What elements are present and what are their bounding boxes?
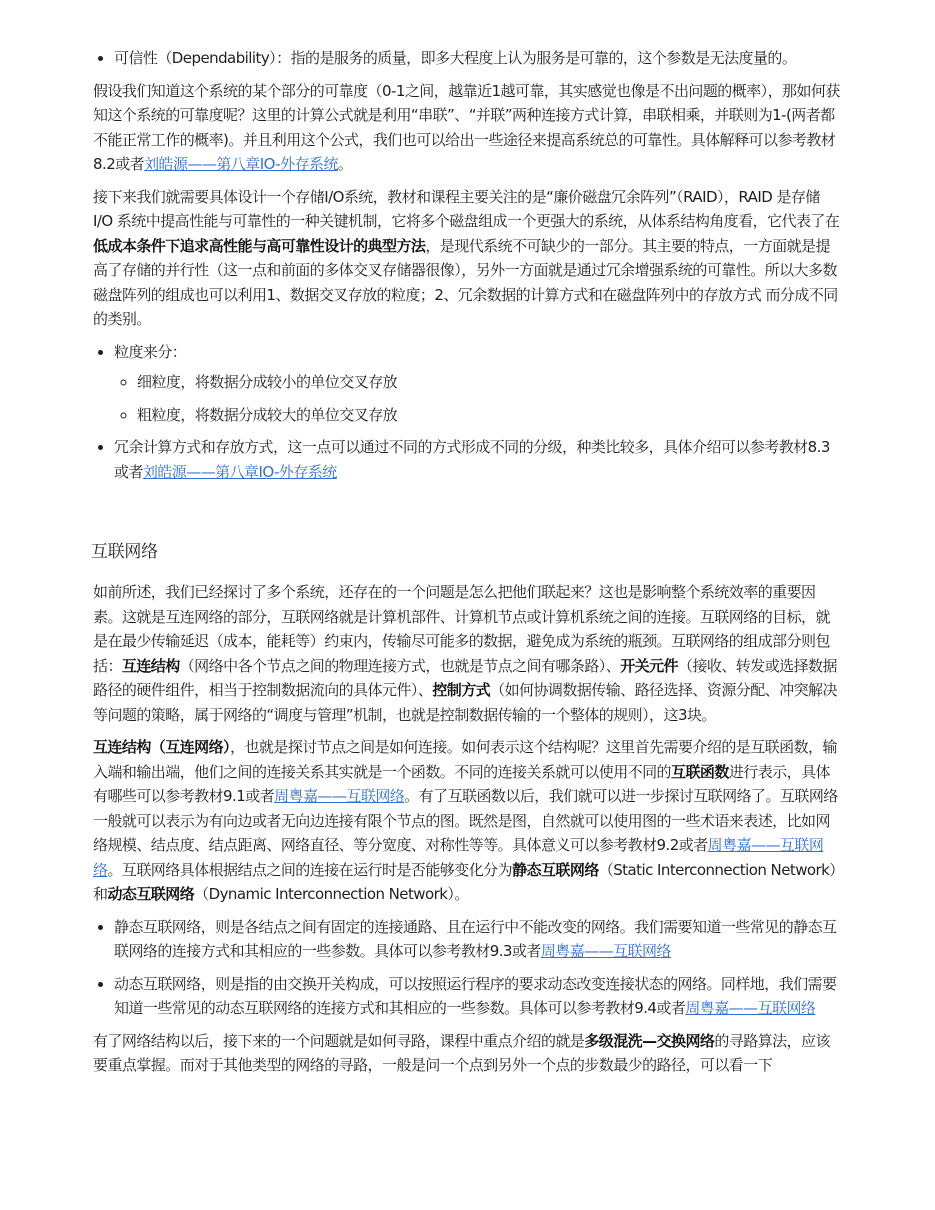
paragraph-raid: 接下来我们就需要具体设计一个存储I/O系统，教材和课程主要关注的是“廉价磁盘冗余阵列”（RAID），RAID 是存储 I/O 系统中提高性能与可靠性的一种关键机制，它将多个磁盘组成一个更强大的系统，从体系结构角度看，它代表了在低成本条件下追求高性能与高可靠性设计的典型方法，是现代系统不可缺少的一部分。其主要的特点，一方面就是提高了存储的并行性（这一点和前面的多体交叉存储器很像），另外一方面就是通过冗余增强系统的可靠性。所以大多数磁盘阵列的组成也可以利用1、数据交叉存放的粒度；2、冗余数据的计算方式和在磁盘阵列中的存放方式 而分成不同的类别。 bbox=[93, 187, 840, 328]
list-item-redundancy: • 冗余计算方式和存放方式，这一点可以通过不同的方式形成不同的分级，种类比较多，具体介绍可以参考教材8.3或者刘皓源——第八章IO-外存系统 bbox=[114, 435, 843, 484]
paragraph-interconnect-intro: 如前所述，我们已经探讨了多个系统，还存在的一个问题是怎么把他们联起来？这也是影响整个系统效率的重要因素。这就是互连网络的部分，互联网络就是计算机部件、计算机节点或计算机系统之间的连接。互联网络的目标，就是在最少传输延迟（成本，能耗等）约束内，传输尽可能多的数据，避免成为系统的瓶颈。互联网络的组成部分则包括：互连结构（网络中各个节点之间的物理连接方式，也就是节点之间有哪条路）、开关元件（接收、转发或选择数据路径的硬件组件，相当于控制数据流向的具体元件）、控制方式（如何协调数据传输、路径选择、资源分配、冲突解决等问题的策略，属于网络的“调度与管理”机制，也就是控制数据传输的一个整体的规则），这3块。 bbox=[93, 583, 837, 724]
list-item-granularity: • 粒度来分： ◦ 细粒度，将数据分成较小的单位交叉存放 ◦ 粗粒度，将数据分成较大的单位交叉存放 bbox=[114, 340, 843, 428]
bold-switch-element: 开关元件 bbox=[620, 656, 678, 675]
paragraph-routing: 有了网络结构以后，接下来的一个问题就是如何寻路，课程中重点介绍的就是多级混洗—交换网络的寻路算法，应该要重点掌握。而对于其他类型的网络的寻路，一般是问一个点到另外一个点的步数最少的路径，可以看一下 bbox=[93, 1031, 830, 1074]
bullet-list-raid bbox=[93, 340, 843, 485]
link-interconnect-network-1[interactable]: 周粤嘉——互联网络 bbox=[274, 787, 405, 805]
bold-interconnect-function: 互联函数 bbox=[671, 762, 729, 781]
sub-list-granularity bbox=[114, 370, 843, 427]
bold-control-method: 控制方式 bbox=[432, 681, 491, 699]
bullet-list-network-types bbox=[93, 915, 843, 1021]
section-heading-interconnect: 互联网络 bbox=[91, 542, 158, 562]
bold-typical-design: 低成本条件下追求高性能与高可靠性设计的典型方法 bbox=[93, 236, 426, 255]
paragraph-interconnect-structure: 互连结构（互连网络），也就是探讨节点之间是如何连接。如何表示这个结构呢？这里首先需要介绍的是互联函数，输入端和输出端，他们之间的连接关系其实就是一个函数。不同的连接关系就可以使用不同的互联函数进行表示，具体有哪些可以参考教材9.1或者周粤嘉——互联网络。有了互联函数以后，我们就可以进一步探讨互联网络了。互联网络一般就可以表示为有向边或者无向边连接有限个节点的图。既然是图，自然就可以使用图的一些术语来表述，比如网络规模、结点度、结点距离、网络直径、等分宽度、对称性等等。具体意义可以参考教材9.2或者周粤嘉——互联网络。互联网络具体根据结点之间的连接在运行时是否能够变化分为静态互联网络（Static Interconnection Network）和动态互联网络（Dynamic Interconnection Network）。 bbox=[93, 738, 838, 903]
bold-interconnect-network: 互连结构（互连网络） bbox=[93, 738, 231, 756]
link-interconnect-network-3[interactable]: 周粤嘉——互联网络 bbox=[540, 942, 671, 960]
list-item-coarse-grain: ◦ 粗粒度，将数据分成较大的单位交叉存放 bbox=[137, 403, 843, 428]
bold-static-network: 静态互联网络 bbox=[512, 860, 599, 879]
bold-shuffle-exchange: 多级混洗—交换网络 bbox=[584, 1031, 715, 1050]
link-io-storage-chapter8[interactable]: 刘皓源——第八章IO-外存系统 bbox=[144, 155, 338, 173]
link-io-storage-chapter8-2[interactable]: 刘皓源——第八章IO-外存系统 bbox=[142, 462, 337, 481]
list-item-dynamic-network: • 动态互联网络，则是指的由交换开关构成，可以按照运行程序的要求动态改变连接状态的网络。同样地，我们需要知道一些常见的动态互联网络的连接方式和其相应的一些参数。具体可以参考教材9.4或者周粤嘉——互联网络 bbox=[114, 972, 843, 1021]
link-interconnect-network-2[interactable]: 周粤嘉——互联网络 bbox=[93, 836, 824, 879]
paragraph-reliability: 假设我们知道这个系统的某个部分的可靠度（0-1之间，越靠近1越可靠，其实感觉也像是不出问题的概率），那如何获知这个系统的可靠度呢？这里的计算公式就是利用“串联”、“并联”两种连接方式计算，串联相乘，并联则为1-(两者都不能正常工作的概率)。并且利用这个公式，我们也可以给出一些途径来提高系统总的可靠性。具体解释可以参考教材8.2或者刘皓源——第八章IO-外存系统。 bbox=[93, 81, 840, 173]
link-interconnect-network-4[interactable]: 周粤嘉——互联网络 bbox=[685, 999, 816, 1017]
list-item-static-network: • 静态互联网络，则是各结点之间有固定的连接通路、且在运行中不能改变的网络。我们需要知道一些常见的静态互联网络的连接方式和其相应的一些参数。具体可以参考教材9.3或者周粤嘉——互联网络 bbox=[114, 915, 843, 964]
bold-dynamic-network: 动态互联网络 bbox=[107, 885, 195, 903]
list-item-fine-grain: ◦ 细粒度，将数据分成较小的单位交叉存放 bbox=[137, 370, 843, 395]
document-page bbox=[93, 46, 843, 1086]
bullet-list-dependability bbox=[93, 46, 843, 71]
list-item-dependability: • 可信性（Dependability）：指的是服务的质量，即多大程度上认为服务是可靠的，这个参数是无法度量的。 bbox=[114, 46, 843, 71]
bold-interconnect-structure: 互连结构 bbox=[121, 656, 180, 675]
